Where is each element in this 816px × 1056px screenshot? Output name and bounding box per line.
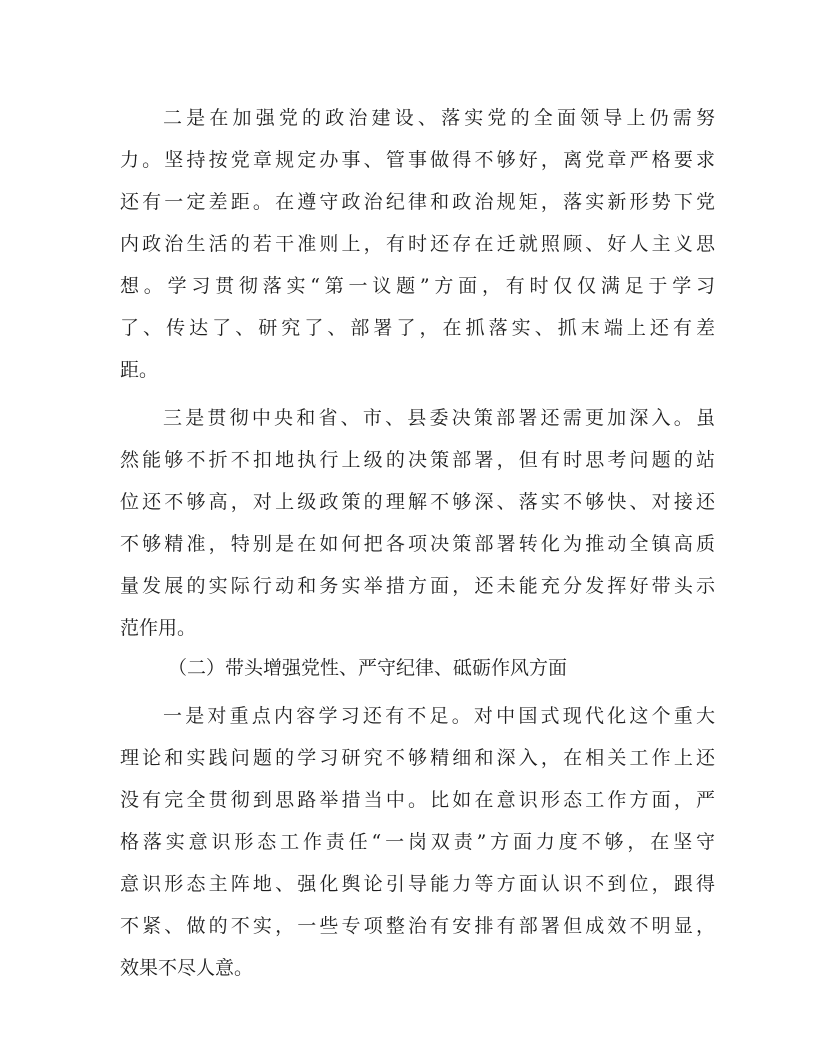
paragraph-3-line-6: 不紧、做的不实，一些专项整治有安排有部署但成效不明显， bbox=[120, 915, 715, 937]
paragraph-2-line-4: 不够精准，特别是在如何把各项决策部署转化为推动全镇高质 bbox=[120, 533, 715, 555]
section-heading: （二）带头增强党性、严守纪律、砥砺作风方面 bbox=[168, 657, 568, 679]
paragraph-2-line-5: 量发展的实际行动和务实举措方面，还未能充分发挥好带头示 bbox=[120, 575, 715, 597]
paragraph-3-line-5: 意识形态主阵地、强化舆论引导能力等方面认识不到位，跟得 bbox=[120, 873, 715, 895]
paragraph-3-line-2: 理论和实践问题的学习研究不够精细和深入，在相关工作上还 bbox=[120, 747, 715, 769]
paragraph-1-line-4: 内政治生活的若干准则上，有时还存在迁就照顾、好人主义思 bbox=[120, 233, 715, 255]
paragraph-3-line-3: 没有完全贯彻到思路举措当中。比如在意识形态工作方面，严 bbox=[120, 789, 715, 811]
paragraph-1-line-3: 还有一定差距。在遵守政治纪律和政治规矩，落实新形势下党 bbox=[120, 191, 715, 213]
paragraph-1-line-2: 力。坚持按党章规定办事、管事做得不够好，离党章严格要求 bbox=[120, 149, 715, 171]
paragraph-2-line-2: 然能够不折不扣地执行上级的决策部署，但有时思考问题的站 bbox=[120, 449, 715, 471]
paragraph-3-line-7: 效果不尽人意。 bbox=[120, 957, 254, 979]
paragraph-2-line-1: 三是贯彻中央和省、市、县委决策部署还需更加深入。虽 bbox=[163, 407, 715, 429]
paragraph-2-line-6: 范作用。 bbox=[120, 617, 197, 639]
paragraph-2-line-3: 位还不够高，对上级政策的理解不够深、落实不够快、对接还 bbox=[120, 491, 715, 513]
paragraph-3-line-1: 一是对重点内容学习还有不足。对中国式现代化这个重大 bbox=[163, 705, 715, 727]
paragraph-1-line-5: 想。学习贯彻落实“第一议题”方面，有时仅仅满足于学习 bbox=[120, 275, 715, 297]
paragraph-1-line-6: 了、传达了、研究了、部署了，在抓落实、抓末端上还有差 bbox=[120, 317, 715, 339]
paragraph-1-line-7: 距。 bbox=[120, 359, 159, 381]
paragraph-1-line-1: 二是在加强党的政治建设、落实党的全面领导上仍需努 bbox=[163, 107, 715, 129]
paragraph-3-line-4: 格落实意识形态工作责任“一岗双责”方面力度不够，在坚守 bbox=[120, 831, 715, 853]
